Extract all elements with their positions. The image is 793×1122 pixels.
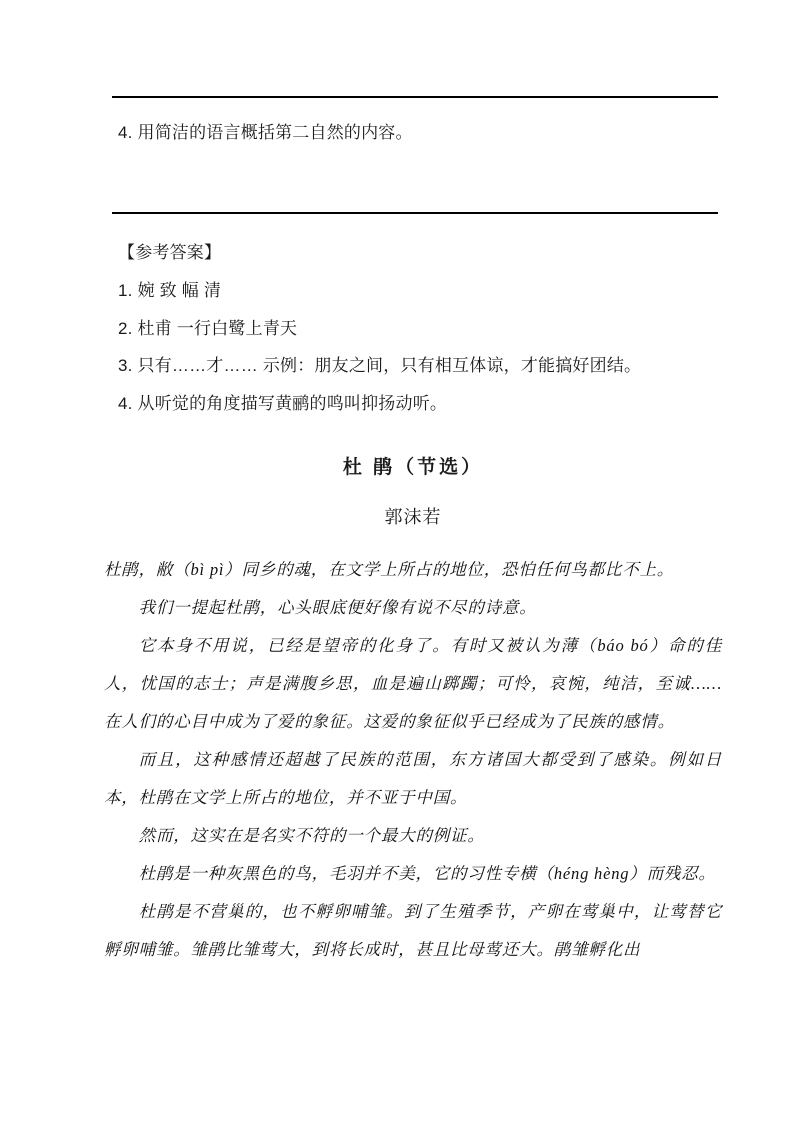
- article-author: 郭沫若: [384, 507, 442, 527]
- answer-item-2: 2. 杜甫 一行白鹭上青天: [118, 318, 298, 338]
- article-title: 杜 鹃（节选）: [342, 457, 484, 478]
- question-4: 4. 用简洁的语言概括第二自然的内容。: [118, 123, 413, 142]
- answer-item-4: 4. 从听觉的角度描写黄鹂的鸣叫抑扬动听。: [118, 393, 448, 413]
- article-paragraph-1: 杜鹃，敝（bì pì）同乡的魂，在文学上所占的地位，恐怕任何鸟都比不上。: [104, 560, 675, 579]
- article-paragraph-7: 杜鹃是不营巢的，也不孵卵哺雏。到了生殖季节，产卵在莺巢中，让莺替它孵卵哺雏。雏鹃比雏莺大，到将长成时，甚且比母莺还大。鹃雏孵化出: [104, 902, 722, 959]
- article-section: [104, 452, 722, 969]
- worksheet-section: [112, 96, 718, 417]
- answer-key-heading: 【参考答案】: [118, 242, 222, 262]
- article-paragraph-2: 我们一提起杜鹃，心头眼底便好像有说不尽的诗意。: [138, 598, 537, 617]
- rule-spacer: [112, 146, 718, 212]
- article-paragraph-4: 而且，这种感情还超越了民族的范围，东方诸国大都受到了感染。例如日本，杜鹃在文学上所占的地位，并不亚于中国。: [104, 750, 722, 807]
- answer-key-block: [112, 214, 718, 417]
- article-paragraph-5: 然而，这实在是名实不符的一个最大的例证。: [138, 826, 485, 845]
- answer-item-1: 1. 婉 致 幅 清: [118, 281, 222, 300]
- answer-item-3: 3. 只有……才…… 示例：朋友之间，只有相互体谅，才能搞好团结。: [118, 356, 642, 376]
- article-paragraph-6: 杜鹃是一种灰黑色的鸟，毛羽并不美，它的习性专横（héng hèng）而残忍。: [138, 864, 716, 883]
- article-paragraph-3: 它本身不用说，已经是望帝的化身了。有时又被认为薄（báo bó）命的佳人，忧国的志士；声是满腹乡思，血是遍山踯躅；可怜，哀惋，纯洁，至诚……在人们的心目中成为了爱的象征。这爱的象征似乎已经成为了民族的感情。: [104, 636, 722, 731]
